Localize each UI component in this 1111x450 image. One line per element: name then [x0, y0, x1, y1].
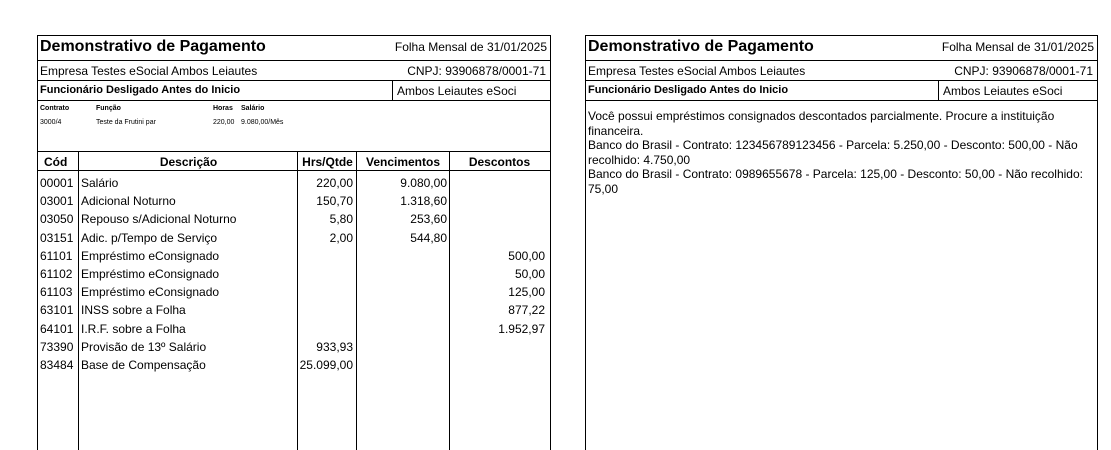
company-cnpj: CNPJ: 93906878/0001-71 — [954, 64, 1093, 78]
item-quantity: 150,70 — [316, 194, 353, 209]
document-title: Demonstrativo de Pagamento — [588, 38, 814, 55]
header-row — [586, 36, 1097, 61]
item-desconto: 500,00 — [508, 248, 545, 263]
payroll-period: Folha Mensal de 31/01/2025 — [941, 40, 1094, 54]
contrato-label: Contrato — [40, 105, 70, 112]
payslip-right — [585, 35, 1098, 450]
item-code: 61101 — [40, 248, 73, 263]
horas-value: 220,00 — [213, 119, 235, 126]
column-header-descricao: Descrição — [159, 155, 218, 169]
table-row — [38, 248, 550, 266]
header-row — [38, 36, 550, 61]
table-row — [38, 321, 550, 339]
employee-row — [586, 81, 1097, 101]
salario-label: Salário — [241, 105, 265, 112]
table-row — [38, 284, 550, 302]
employee-department: Ambos Leiautes eSoci — [943, 84, 1063, 98]
contrato-value: 3000/4 — [40, 119, 62, 126]
company-cnpj: CNPJ: 93906878/0001-71 — [407, 64, 546, 78]
payroll-period: Folha Mensal de 31/01/2025 — [394, 40, 547, 54]
salario-value: 9.080,00/Mês — [241, 119, 284, 126]
column-header-vencimentos: Vencimentos — [365, 155, 441, 169]
column-header-descontos: Descontos — [468, 155, 531, 169]
table-row — [38, 302, 550, 320]
item-vencimento: 1.318,60 — [400, 194, 447, 209]
table-row — [38, 339, 550, 357]
item-code: 03001 — [40, 194, 74, 209]
employee-name: Funcionário Desligado Antes do Inicio — [40, 84, 241, 96]
item-description: Repouso s/Adicional Noturno — [81, 212, 237, 227]
table-row — [38, 357, 550, 375]
consigned-loan-message — [588, 109, 1091, 196]
item-desconto: 1.952,97 — [498, 321, 545, 336]
company-row — [586, 61, 1097, 81]
horas-label: Horas — [213, 105, 233, 112]
company-name: Empresa Testes eSocial Ambos Leiautes — [588, 64, 806, 78]
item-description: Adicional Noturno — [81, 194, 176, 209]
item-quantity: 220,00 — [316, 176, 353, 190]
item-description: Salário — [81, 176, 119, 190]
employee-department: Ambos Leiautes eSoci — [397, 84, 517, 98]
item-description: Empréstimo eConsignado — [81, 267, 220, 281]
company-name: Empresa Testes eSocial Ambos Leiautes — [40, 64, 258, 78]
item-code: 00001 — [40, 176, 74, 190]
item-quantity: 25.099,00 — [299, 358, 353, 372]
item-desconto: 125,00 — [508, 285, 545, 300]
item-code: 83484 — [40, 358, 74, 372]
employee-separator — [938, 81, 939, 100]
item-description: INSS sobre a Folha — [81, 303, 186, 318]
item-quantity: 5,80 — [329, 212, 353, 227]
company-row — [38, 61, 550, 81]
item-code: 64101 — [40, 321, 74, 336]
contract-info — [38, 101, 550, 152]
item-vencimento: 253,60 — [410, 212, 447, 227]
column-header-cod: Cód — [44, 155, 68, 169]
table-row — [38, 175, 550, 193]
item-description: Base de Compensação — [81, 358, 206, 372]
item-code: 03050 — [40, 212, 74, 227]
document-title: Demonstrativo de Pagamento — [40, 38, 266, 55]
item-description: Provisão de 13º Salário — [81, 339, 207, 354]
table-row — [38, 230, 550, 248]
message-paragraph: Você possui empréstimos consignados descontados parcialmente. Procure a instituição financeira. — [588, 109, 1055, 138]
column-header-hrs: Hrs/Qtde — [302, 155, 353, 169]
item-description: Adic. p/Tempo de Serviço — [81, 230, 218, 245]
employee-separator — [392, 81, 393, 100]
funcao-label: Função — [96, 105, 121, 112]
item-quantity: 933,93 — [316, 339, 353, 354]
item-code: 03151 — [40, 230, 74, 245]
table-header — [38, 152, 550, 171]
table-row — [38, 193, 550, 211]
item-description: Empréstimo eConsignado — [81, 285, 220, 300]
item-description: Empréstimo eConsignado — [81, 248, 220, 263]
employee-row — [38, 81, 550, 101]
item-desconto: 877,22 — [508, 303, 545, 318]
item-code: 61102 — [40, 267, 73, 281]
item-code: 63101 — [40, 303, 74, 318]
payslip-left — [37, 35, 551, 450]
item-code: 61103 — [40, 285, 73, 300]
funcao-value: Teste da Frutini par — [96, 119, 156, 126]
table-row — [38, 211, 550, 229]
item-vencimento: 544,80 — [410, 230, 447, 245]
item-quantity: 2,00 — [329, 230, 353, 245]
item-vencimento: 9.080,00 — [400, 176, 447, 190]
employee-name: Funcionário Desligado Antes do Inicio — [588, 84, 789, 96]
item-description: I.R.F. sobre a Folha — [81, 321, 186, 336]
item-code: 73390 — [40, 339, 74, 354]
table-row — [38, 266, 550, 284]
message-paragraph: Banco do Brasil - Contrato: 123456789123456 - Parcela: 5.250,00 - Desconto: 500,00 - Não recolhido: 4.750,00 — [588, 138, 1078, 167]
message-paragraph: Banco do Brasil - Contrato: 0989655678 - Parcela: 125,00 - Desconto: 50,00 - Não recolhido: 75,00 — [588, 167, 1083, 196]
item-desconto: 50,00 — [514, 267, 545, 281]
